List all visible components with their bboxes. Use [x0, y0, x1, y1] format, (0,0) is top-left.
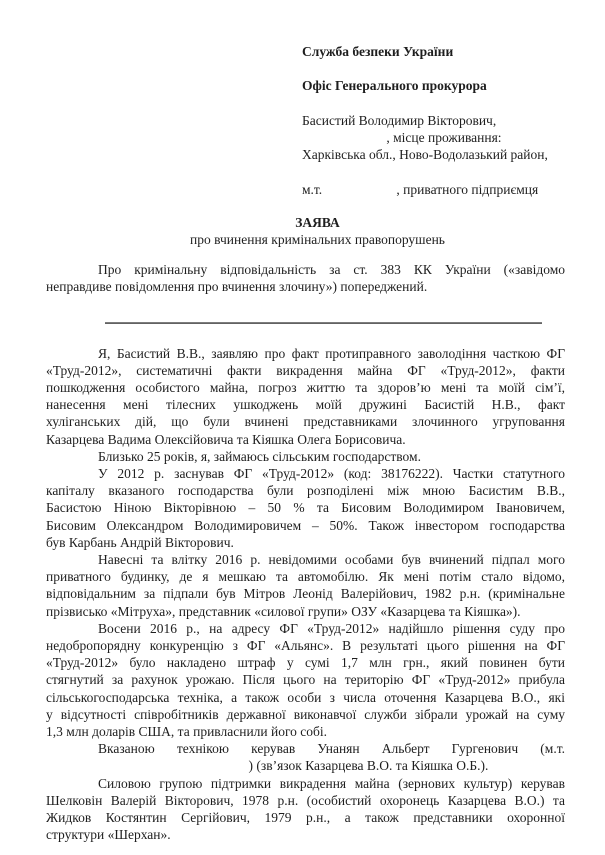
text-line: у відсутності співробітників державної виконавчої служби зібрали урожай на суму: [46, 706, 565, 722]
text-line: Восени 2016 р., на адресу ФГ «Труд-2012» надійшло рішення суду про: [98, 620, 565, 636]
text-line: прізвисько «Мітруха», представник «силової групи» ОЗУ «Казарцева та Кіяшка»).: [46, 603, 521, 619]
paragraph: [46, 620, 565, 740]
text-line: Навесні та влітку 2016 р. невідомими особами був вчинений підпал мого: [98, 552, 565, 568]
blank-line: [302, 163, 565, 180]
text-line: був Карбань Андрій Вікторович.: [46, 534, 234, 550]
paragraph: [46, 345, 565, 448]
statement-body: [46, 345, 565, 844]
blank-line: [302, 95, 565, 112]
text-line: відповідальним за підпали був Мітров Леонід Валерійович, 1982 р.н. (кримінальне: [46, 586, 565, 602]
text-line: ) (зв’язок Казарцева В.О. та Кіяшка О.Б.).: [46, 758, 489, 774]
text-line: неправдиве повідомлення про вчинення злочину») попереджений.: [46, 279, 428, 295]
document-title: ЗАЯВА: [295, 214, 340, 230]
text-line: У 2012 р. заснував ФГ «Труд-2012» (код: 38176222). Частки статутного: [98, 466, 565, 482]
text-line: 1,3 млн доларів США, та привласнили його собі.: [46, 724, 328, 740]
text-line: приватного будинку, де я мешкаю та автомобілю. Як мені потім стало відомо,: [46, 569, 565, 585]
text-line: недобропорядну конкуренцію з ФГ «Альянс». В результаті цього рішення на ФГ: [46, 638, 565, 654]
document-subtitle: про вчинення кримінальних правопорушень: [190, 231, 445, 247]
text-line: Жидков Костянтин Сергійович, 1979 р.н., а також представники охоронної: [46, 810, 565, 826]
text-line: «Труд-2012», систематичні факти викрадення майна ФГ «Труд-2012», факти: [46, 362, 565, 378]
text-line: Силовою групою підтримки викрадення майна (зернових культур) керував: [98, 775, 565, 791]
text-line: Я, Басистий В.В., заявляю про факт протиправного заволодіння часткою ФГ: [98, 345, 565, 361]
paragraph: [46, 740, 565, 774]
recipient-line: м.т. , приватного підприємця: [302, 181, 539, 197]
text-line: «Труд-2012» було накладено штраф у сумі 1,7 млн грн., який повинен бути: [46, 655, 565, 671]
recipient-line: Служба безпеки України: [302, 44, 454, 59]
text-line: Басистою Ніною Вікторівною – 50 % та Бисовим Володимиром Івановичем,: [46, 500, 565, 516]
text-line: структури «Шерхан».: [46, 827, 171, 843]
recipient-block: [302, 43, 565, 198]
paragraph: [46, 551, 565, 620]
blank-line: [302, 60, 565, 77]
text-line: Близько 25 років, я, займаюсь сільським господарством.: [98, 448, 421, 464]
text-line: Про кримінальну відповідальність за ст. 383 КК України («завідомо: [98, 262, 565, 278]
text-line: Шелковін Валерій Вікторович, 1978 р.н. (особистий охоронець Казарцева В.О.) та: [46, 792, 565, 808]
separator-line: [105, 322, 542, 324]
text-line: хуліганських дій, що були вчинені представниками злочинного угруповання: [46, 414, 565, 430]
paragraph: [46, 465, 565, 551]
text-line: капіталу вказаного господарства були розподілені між мною Басистим В.В.,: [46, 483, 565, 499]
text-line: пошкодження особистого майна, погроз життю та здоров’ю мені та моїй сім’ї,: [46, 380, 565, 395]
text-line: стягнутий за рахунок урожаю. Після цього на територію ФГ «Труд-2012» прибула: [46, 672, 565, 688]
recipient-line: Басистий Володимир Вікторович,: [302, 112, 497, 128]
text-line: Бисовим Олександром Володимировичем – 50%. Також інвестором господарства: [46, 517, 565, 533]
recipient-line: Харківська обл., Ново-Водолазький район,: [302, 147, 548, 163]
text-line: Казарцева Вадима Олексійовича та Кіяшка Олега Борисовича.: [46, 431, 406, 447]
recipient-line: Офіс Генерального прокурора: [302, 78, 487, 94]
paragraph: [46, 448, 565, 465]
recipient-line: , місце проживання:: [302, 129, 502, 145]
text-line: Вказаною технікою керував Унанян Альберт Гургенович (м.т.: [98, 741, 565, 757]
text-line: нанесення мені тілесних ушкоджень моїй дружині Басистій Н.В., факт: [46, 397, 565, 413]
criminal-liability-warning: [46, 261, 565, 295]
text-line: сільськогосподарська техніка, а також особи з числа оточення Казарцева В.О., які: [46, 689, 565, 705]
title-block: [46, 214, 565, 248]
paragraph: [46, 775, 565, 844]
